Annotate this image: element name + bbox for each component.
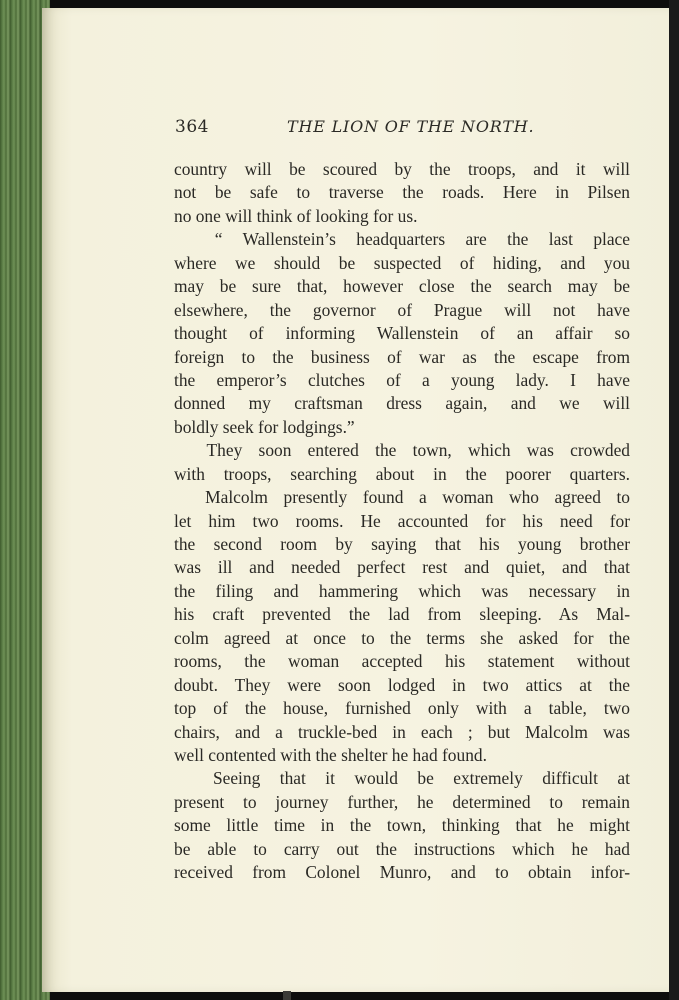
body-text: [174, 158, 630, 885]
text-line: chairs, and a truckle-bed in each ; but Malcolm was: [174, 721, 630, 742]
text-line: some little time in the town, thinking that he might: [174, 815, 630, 836]
text-line: donned my craftsman dress again, and we will: [174, 393, 630, 414]
text-line: was ill and needed perfect rest and quiet, and that: [174, 557, 630, 578]
text-line: his craft prevented the lad from sleeping. As Mal-: [174, 604, 630, 625]
page-number: 364: [175, 117, 209, 137]
scan-artifact: [283, 991, 291, 1000]
text-line: thought of informing Wallenstein of an affair so: [174, 323, 630, 344]
text-line: the filing and hammering which was necessary in: [174, 580, 630, 601]
text-line: elsewhere, the governor of Prague will not have: [174, 299, 630, 320]
text-line: present to journey further, he determined to remain: [174, 791, 630, 812]
text-line: boldly seek for lodgings.”: [174, 416, 355, 437]
text-line: be able to carry out the instructions which he had: [174, 838, 630, 859]
text-line: not be safe to traverse the roads. Here in Pilsen: [174, 182, 630, 203]
text-line: rooms, the woman accepted his statement without: [174, 651, 630, 672]
text-line: They soon entered the town, which was crowded: [174, 440, 630, 461]
text-line: the second room by saying that his young brother: [174, 534, 630, 554]
text-line: country will be scoured by the troops, and it will: [174, 159, 630, 179]
text-line: foreign to the business of war as the escape from: [174, 346, 630, 367]
text-line: received from Colonel Munro, and to obtain infor-: [174, 862, 630, 883]
text-line: “ Wallenstein’s headquarters are the last place: [174, 229, 630, 250]
text-line: with troops, searching about in the poorer quarters.: [174, 463, 630, 484]
text-line: let him two rooms. He accounted for his need for: [174, 510, 630, 531]
text-line: may be sure that, however close the search may be: [174, 276, 630, 297]
scan-border: [669, 0, 679, 1000]
text-line: doubt. They were soon lodged in two attics at the: [174, 674, 630, 695]
text-line: Malcolm presently found a woman who agreed to: [174, 487, 630, 508]
text-line: no one will think of looking for us.: [174, 205, 418, 226]
text-line: colm agreed at once to the terms she asked for the: [174, 627, 630, 648]
text-line: top of the house, furnished only with a table, two: [174, 698, 630, 719]
text-line: the emperor’s clutches of a young lady. I have: [174, 369, 630, 390]
running-header: [175, 114, 630, 140]
text-line: Seeing that it would be extremely difficult at: [174, 768, 630, 789]
text-line: well contented with the shelter he had found.: [174, 744, 487, 765]
running-title: THE LION OF THE NORTH.: [287, 117, 535, 136]
text-line: where we should be suspected of hiding, and you: [174, 252, 630, 273]
